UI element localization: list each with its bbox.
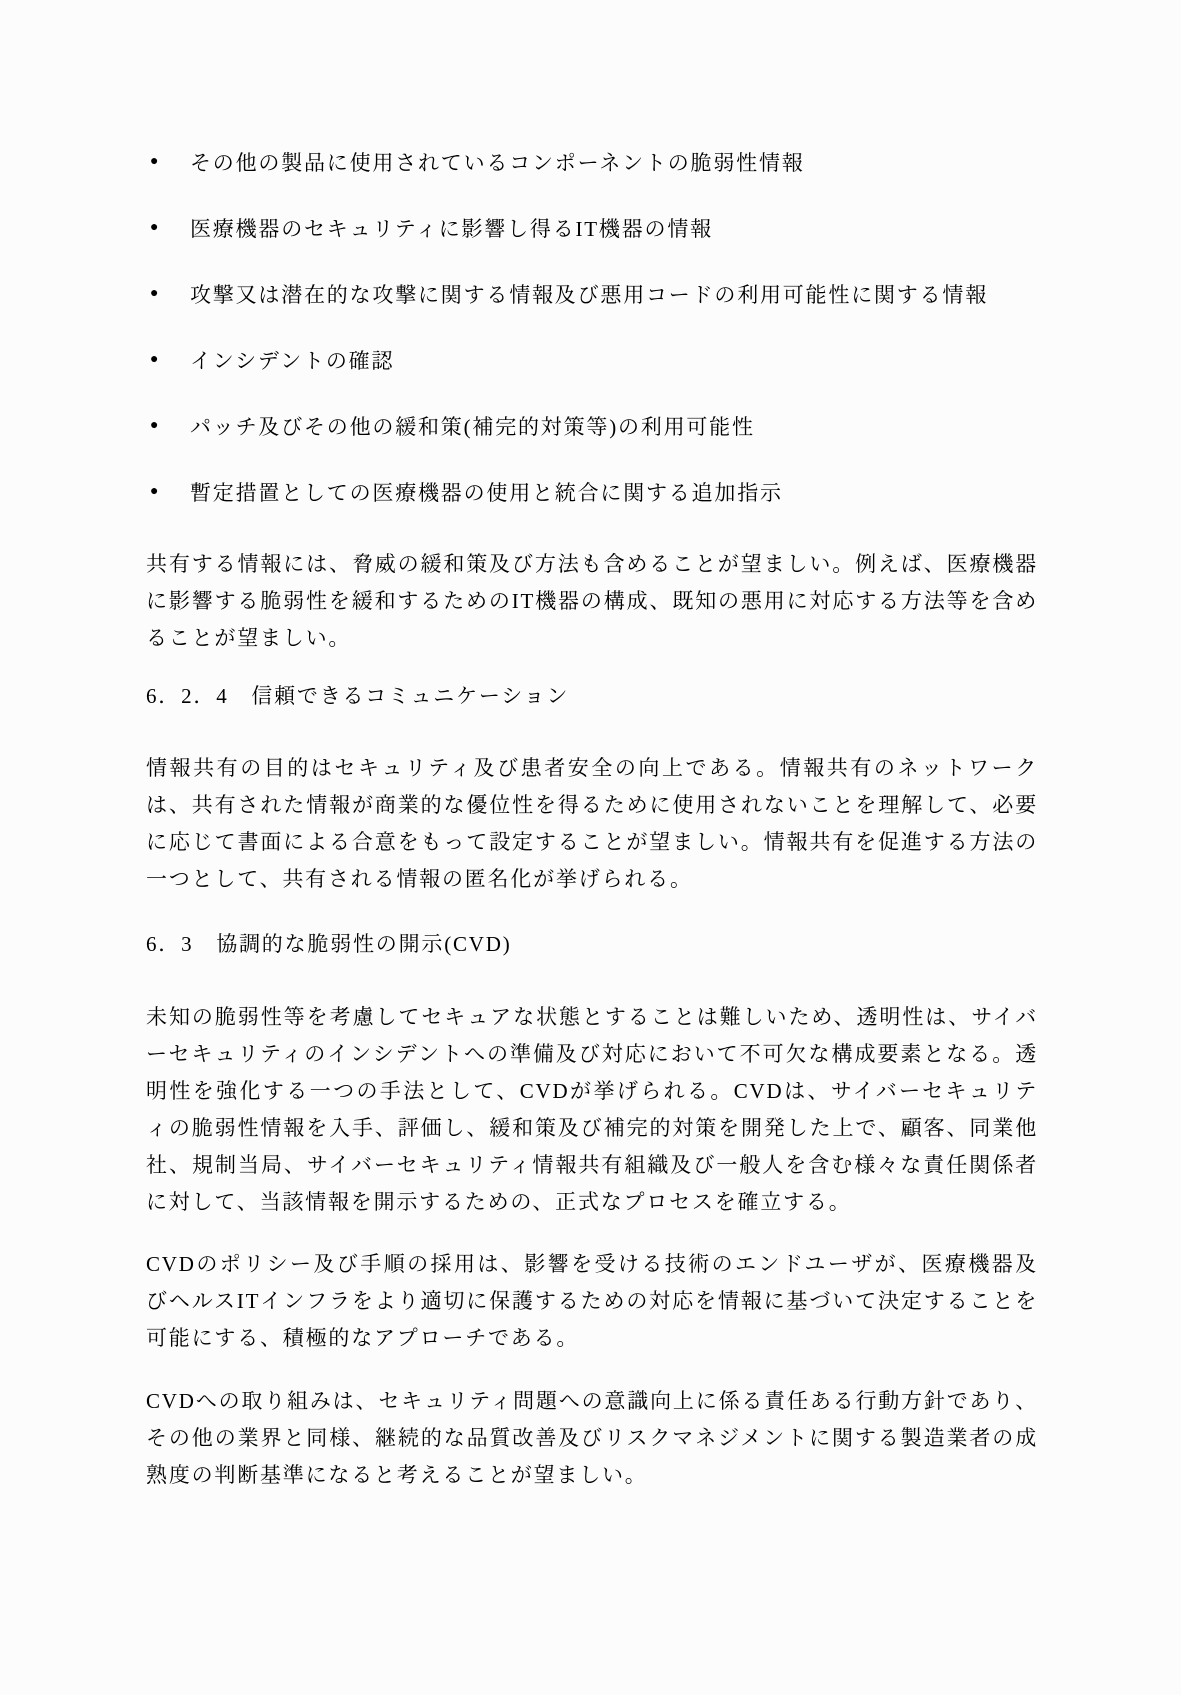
section-heading-trusted-communication: 6．2．4 信頼できるコミュニケーション [146,684,570,708]
paragraph-information-sharing-purpose: 情報共有の目的はセキュリティ及び患者安全の向上である。情報共有のネットワークは、共有された情報が商業的な優位性を得るために使用されないことを理解して、必要に応じて書面による合意をもって設定することが望ましい。情報共有を促進する方法の一つとして、共有される情報の匿名化が挙げられる。 [146,756,1038,891]
list-item [146,348,1038,372]
list-item [146,480,1038,504]
bullet-text: インシデントの確認 [190,349,395,373]
document-content [146,0,1038,1494]
paragraph-cvd-commitment: CVDへの取り組みは、セキュリティ問題への意識向上に係る責任ある行動方針であり、その他の業界と同様、継続的な品質改善及びリスクマネジメントに関する製造業者の成熟度の判断基準になると考えることが望ましい。 [146,1389,1038,1487]
bullet-icon: ● [150,352,159,367]
paragraph-cvd-process: 未知の脆弱性等を考慮してセキュアな状態とすることは難しいため、透明性は、サイバーセキュリティのインシデントへの準備及び対応において不可欠な構成要素となる。透明性を強化する一つの手法として、CVDが挙げられる。CVDは、サイバーセキュリティの脆弱性情報を入手、評価し、緩和策及び補完的対策を開発した上で、顧客、同業他社、規制当局、サイバーセキュリティ情報共有組織及び一般人を含む様々な責任関係者に対して、当該情報を開示するための、正式なプロセスを確立する。 [146,1005,1038,1214]
list-item [146,414,1038,438]
bullet-text: 暫定措置としての医療機器の使用と統合に関する追加指示 [190,481,783,505]
bullet-text: 医療機器のセキュリティに影響し得るIT機器の情報 [190,217,713,241]
bullet-icon: ● [150,484,159,499]
bullet-text: その他の製品に使用されているコンポーネントの脆弱性情報 [190,151,805,175]
list-item [146,216,1038,240]
list-item [146,150,1038,174]
bullet-list [146,150,1038,504]
bullet-icon: ● [150,154,159,169]
bullet-icon: ● [150,220,159,235]
bullet-icon: ● [150,418,159,433]
paragraph-cvd-policy: CVDのポリシー及び手順の採用は、影響を受ける技術のエンドユーザが、医療機器及びヘルスITインフラをより適切に保護するための対応を情報に基づいて決定することを可能にする、積極的なアプローチである。 [146,1252,1038,1350]
section-heading-cvd: 6．3 協調的な脆弱性の開示(CVD) [146,932,512,956]
list-item [146,282,1038,306]
bullet-icon: ● [150,286,159,301]
bullet-text: 攻撃又は潜在的な攻撃に関する情報及び悪用コードの利用可能性に関する情報 [190,283,988,307]
paragraph-shared-information: 共有する情報には、脅威の緩和策及び方法も含めることが望ましい。例えば、医療機器に影響する脆弱性を緩和するためのIT機器の構成、既知の悪用に対応する方法等を含めることが望ましい。 [146,552,1038,650]
bullet-text: パッチ及びその他の緩和策(補完的対策等)の利用可能性 [190,415,755,439]
